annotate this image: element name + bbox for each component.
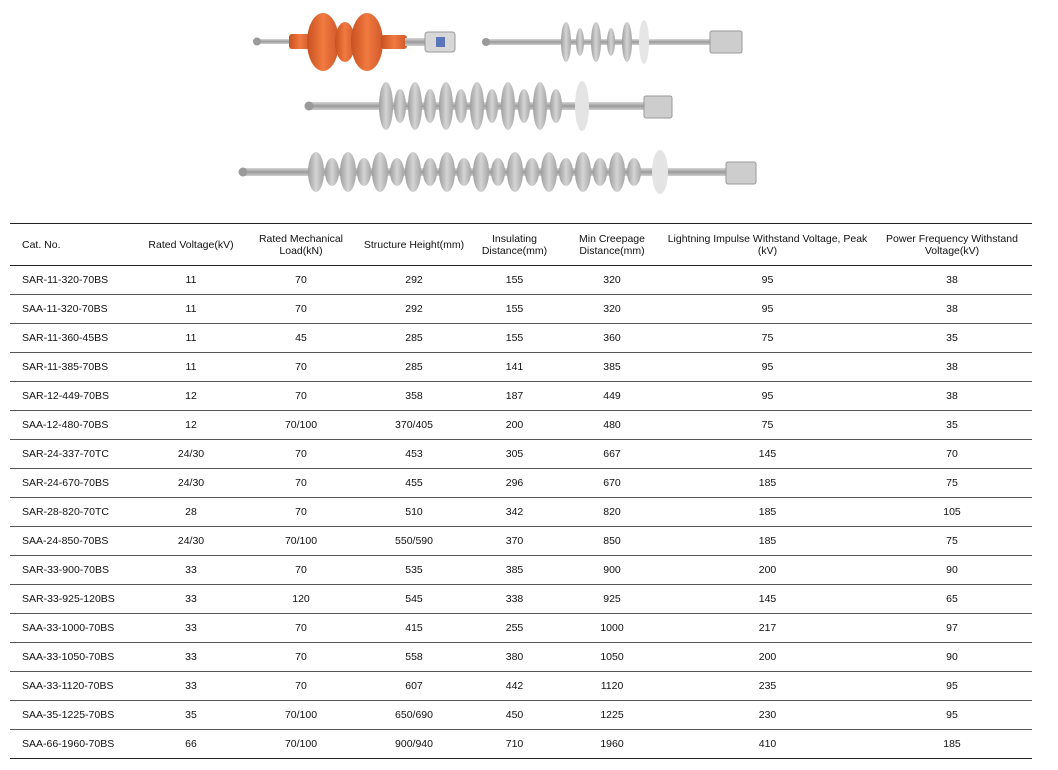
- cell-rated-voltage: 11: [140, 295, 242, 324]
- cell-power-frequency: 97: [872, 614, 1032, 643]
- cell-creepage-distance: 670: [561, 469, 663, 498]
- cell-insulating-distance: 296: [468, 469, 561, 498]
- cell-mechanical-load: 70/100: [242, 527, 360, 556]
- cell-mechanical-load: 70: [242, 469, 360, 498]
- cell-structure-height: 510: [360, 498, 468, 527]
- cell-insulating-distance: 710: [468, 730, 561, 759]
- table-row: [10, 585, 1032, 614]
- short-grey-insulator-icon: [482, 20, 742, 64]
- cell-rated-voltage: 28: [140, 498, 242, 527]
- cell-mechanical-load: 70: [242, 614, 360, 643]
- cell-rated-voltage: 12: [140, 411, 242, 440]
- cell-creepage-distance: 320: [561, 266, 663, 295]
- cell-rated-voltage: 11: [140, 353, 242, 382]
- cell-structure-height: 370/405: [360, 411, 468, 440]
- cell-power-frequency: 35: [872, 411, 1032, 440]
- cell-lightning-impulse: 200: [663, 556, 872, 585]
- cell-creepage-distance: 480: [561, 411, 663, 440]
- cell-cat-no: SAA-33-1000-70BS: [10, 614, 140, 643]
- cell-insulating-distance: 442: [468, 672, 561, 701]
- cell-lightning-impulse: 95: [663, 266, 872, 295]
- cell-creepage-distance: 850: [561, 527, 663, 556]
- cell-insulating-distance: 187: [468, 382, 561, 411]
- header-power-frequency-voltage: Power Frequency Withstand Voltage(kV): [872, 224, 1032, 266]
- header-cat-no: Cat. No.: [10, 224, 140, 266]
- cell-power-frequency: 105: [872, 498, 1032, 527]
- cell-cat-no: SAA-24-850-70BS: [10, 527, 140, 556]
- long-grey-insulator-icon: [239, 150, 757, 194]
- cell-structure-height: 558: [360, 643, 468, 672]
- table-row: [10, 672, 1032, 701]
- cell-insulating-distance: 200: [468, 411, 561, 440]
- cell-creepage-distance: 1225: [561, 701, 663, 730]
- cell-power-frequency: 185: [872, 730, 1032, 759]
- cell-lightning-impulse: 95: [663, 382, 872, 411]
- cell-cat-no: SAR-11-320-70BS: [10, 266, 140, 295]
- orange-composite-insulator-icon: [253, 13, 455, 71]
- cell-structure-height: 455: [360, 469, 468, 498]
- cell-rated-voltage: 24/30: [140, 527, 242, 556]
- cell-insulating-distance: 338: [468, 585, 561, 614]
- table-row: [10, 440, 1032, 469]
- cell-insulating-distance: 380: [468, 643, 561, 672]
- cell-structure-height: 607: [360, 672, 468, 701]
- cell-insulating-distance: 141: [468, 353, 561, 382]
- cell-lightning-impulse: 75: [663, 411, 872, 440]
- cell-lightning-impulse: 145: [663, 440, 872, 469]
- cell-cat-no: SAA-11-320-70BS: [10, 295, 140, 324]
- cell-structure-height: 415: [360, 614, 468, 643]
- cell-lightning-impulse: 75: [663, 324, 872, 353]
- cell-structure-height: 550/590: [360, 527, 468, 556]
- cell-mechanical-load: 70: [242, 643, 360, 672]
- cell-cat-no: SAR-11-385-70BS: [10, 353, 140, 382]
- cell-structure-height: 285: [360, 324, 468, 353]
- cell-cat-no: SAA-66-1960-70BS: [10, 730, 140, 759]
- cell-lightning-impulse: 217: [663, 614, 872, 643]
- cell-power-frequency: 75: [872, 469, 1032, 498]
- table-row: [10, 411, 1032, 440]
- cell-structure-height: 358: [360, 382, 468, 411]
- cell-rated-voltage: 33: [140, 556, 242, 585]
- cell-mechanical-load: 120: [242, 585, 360, 614]
- insulator-illustrations: [0, 0, 1058, 222]
- cell-mechanical-load: 70: [242, 266, 360, 295]
- cell-rated-voltage: 11: [140, 324, 242, 353]
- cell-power-frequency: 65: [872, 585, 1032, 614]
- cell-mechanical-load: 70/100: [242, 411, 360, 440]
- header-insulating-distance: Insulating Distance(mm): [468, 224, 561, 266]
- cell-mechanical-load: 70/100: [242, 701, 360, 730]
- cell-lightning-impulse: 95: [663, 295, 872, 324]
- cell-mechanical-load: 70/100: [242, 730, 360, 759]
- cell-structure-height: 545: [360, 585, 468, 614]
- cell-structure-height: 292: [360, 295, 468, 324]
- cell-power-frequency: 90: [872, 556, 1032, 585]
- header-min-creepage-distance: Min Creepage Distance(mm): [561, 224, 663, 266]
- cell-power-frequency: 38: [872, 382, 1032, 411]
- cell-lightning-impulse: 95: [663, 353, 872, 382]
- table-header-row: [10, 224, 1032, 266]
- header-rated-voltage: Rated Voltage(kV): [140, 224, 242, 266]
- cell-cat-no: SAR-12-449-70BS: [10, 382, 140, 411]
- cell-structure-height: 292: [360, 266, 468, 295]
- table-row: [10, 614, 1032, 643]
- cell-lightning-impulse: 185: [663, 469, 872, 498]
- cell-cat-no: SAR-28-820-70TC: [10, 498, 140, 527]
- table-row: [10, 353, 1032, 382]
- cell-cat-no: SAR-24-670-70BS: [10, 469, 140, 498]
- cell-creepage-distance: 385: [561, 353, 663, 382]
- table-row: [10, 643, 1032, 672]
- cell-mechanical-load: 70: [242, 295, 360, 324]
- table-row: [10, 701, 1032, 730]
- table-row: [10, 295, 1032, 324]
- cell-power-frequency: 35: [872, 324, 1032, 353]
- cell-power-frequency: 95: [872, 672, 1032, 701]
- cell-creepage-distance: 820: [561, 498, 663, 527]
- cell-cat-no: SAA-35-1225-70BS: [10, 701, 140, 730]
- cell-power-frequency: 70: [872, 440, 1032, 469]
- cell-lightning-impulse: 200: [663, 643, 872, 672]
- cell-insulating-distance: 342: [468, 498, 561, 527]
- header-rated-mechanical-load: Rated Mechanical Load(kN): [242, 224, 360, 266]
- cell-mechanical-load: 70: [242, 440, 360, 469]
- cell-creepage-distance: 320: [561, 295, 663, 324]
- cell-creepage-distance: 1000: [561, 614, 663, 643]
- cell-mechanical-load: 70: [242, 382, 360, 411]
- table-row: [10, 266, 1032, 295]
- cell-structure-height: 535: [360, 556, 468, 585]
- cell-rated-voltage: 12: [140, 382, 242, 411]
- table-row: [10, 556, 1032, 585]
- cell-insulating-distance: 385: [468, 556, 561, 585]
- cell-mechanical-load: 45: [242, 324, 360, 353]
- cell-creepage-distance: 1120: [561, 672, 663, 701]
- cell-power-frequency: 38: [872, 295, 1032, 324]
- cell-structure-height: 900/940: [360, 730, 468, 759]
- cell-rated-voltage: 33: [140, 585, 242, 614]
- header-structure-height: Structure Height(mm): [360, 224, 468, 266]
- medium-grey-insulator-icon: [305, 81, 673, 131]
- cell-mechanical-load: 70: [242, 672, 360, 701]
- cell-mechanical-load: 70: [242, 353, 360, 382]
- cell-mechanical-load: 70: [242, 498, 360, 527]
- header-lightning-impulse-voltage: Lightning Impulse Withstand Voltage, Peak (kV): [663, 224, 872, 266]
- cell-cat-no: SAR-33-925-120BS: [10, 585, 140, 614]
- cell-power-frequency: 38: [872, 353, 1032, 382]
- cell-lightning-impulse: 410: [663, 730, 872, 759]
- cell-structure-height: 453: [360, 440, 468, 469]
- cell-lightning-impulse: 235: [663, 672, 872, 701]
- cell-creepage-distance: 1960: [561, 730, 663, 759]
- cell-rated-voltage: 33: [140, 614, 242, 643]
- cell-cat-no: SAA-33-1120-70BS: [10, 672, 140, 701]
- cell-insulating-distance: 305: [468, 440, 561, 469]
- cell-insulating-distance: 155: [468, 295, 561, 324]
- cell-creepage-distance: 449: [561, 382, 663, 411]
- table-row: [10, 469, 1032, 498]
- cell-insulating-distance: 255: [468, 614, 561, 643]
- cell-rated-voltage: 66: [140, 730, 242, 759]
- cell-rated-voltage: 24/30: [140, 440, 242, 469]
- cell-lightning-impulse: 185: [663, 527, 872, 556]
- cell-insulating-distance: 370: [468, 527, 561, 556]
- table-row: [10, 498, 1032, 527]
- specifications-table: [10, 223, 1032, 759]
- cell-insulating-distance: 155: [468, 266, 561, 295]
- cell-cat-no: SAR-24-337-70TC: [10, 440, 140, 469]
- cell-creepage-distance: 360: [561, 324, 663, 353]
- cell-lightning-impulse: 145: [663, 585, 872, 614]
- table-row: [10, 324, 1032, 353]
- cell-power-frequency: 75: [872, 527, 1032, 556]
- cell-rated-voltage: 35: [140, 701, 242, 730]
- cell-creepage-distance: 1050: [561, 643, 663, 672]
- cell-lightning-impulse: 230: [663, 701, 872, 730]
- cell-creepage-distance: 900: [561, 556, 663, 585]
- cell-cat-no: SAA-33-1050-70BS: [10, 643, 140, 672]
- cell-power-frequency: 90: [872, 643, 1032, 672]
- cell-creepage-distance: 667: [561, 440, 663, 469]
- cell-insulating-distance: 155: [468, 324, 561, 353]
- table-row: [10, 527, 1032, 556]
- cell-structure-height: 285: [360, 353, 468, 382]
- cell-insulating-distance: 450: [468, 701, 561, 730]
- table-row: [10, 382, 1032, 411]
- cell-cat-no: SAA-12-480-70BS: [10, 411, 140, 440]
- cell-rated-voltage: 33: [140, 672, 242, 701]
- cell-power-frequency: 38: [872, 266, 1032, 295]
- cell-rated-voltage: 33: [140, 643, 242, 672]
- cell-rated-voltage: 24/30: [140, 469, 242, 498]
- cell-power-frequency: 95: [872, 701, 1032, 730]
- cell-mechanical-load: 70: [242, 556, 360, 585]
- cell-cat-no: SAR-11-360-45BS: [10, 324, 140, 353]
- cell-cat-no: SAR-33-900-70BS: [10, 556, 140, 585]
- cell-structure-height: 650/690: [360, 701, 468, 730]
- cell-creepage-distance: 925: [561, 585, 663, 614]
- cell-lightning-impulse: 185: [663, 498, 872, 527]
- cell-rated-voltage: 11: [140, 266, 242, 295]
- table-row: [10, 730, 1032, 759]
